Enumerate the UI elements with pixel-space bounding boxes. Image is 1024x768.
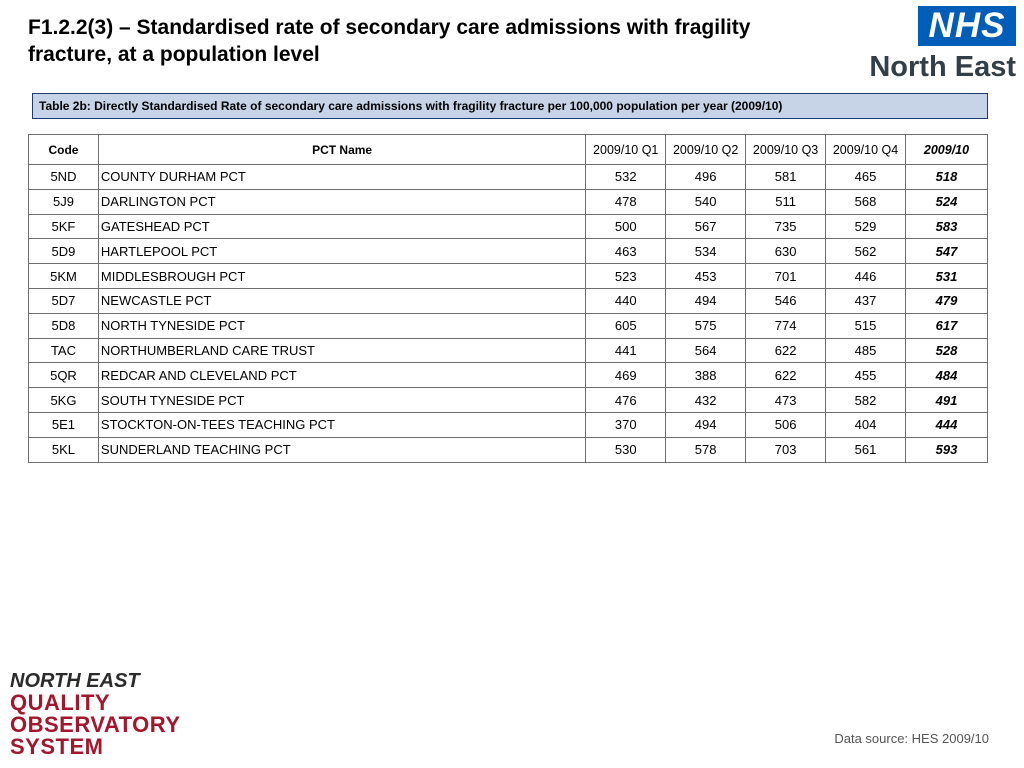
header-code: Code bbox=[29, 135, 99, 165]
table-header-row bbox=[29, 135, 988, 165]
cell-code: 5KF bbox=[29, 214, 99, 239]
cell-q3: 703 bbox=[746, 437, 826, 462]
neqos-logo-line4: SYSTEM bbox=[10, 734, 104, 759]
neqos-logo-line2: QUALITY bbox=[10, 690, 111, 715]
nhs-north-east-logo bbox=[852, 6, 1016, 84]
cell-code: 5QR bbox=[29, 363, 99, 388]
cell-pct-name: NORTHUMBERLAND CARE TRUST bbox=[98, 338, 585, 363]
cell-q4: 485 bbox=[826, 338, 906, 363]
cell-annual: 479 bbox=[906, 288, 988, 313]
cell-q3: 546 bbox=[746, 288, 826, 313]
table-row bbox=[29, 388, 988, 413]
cell-q1: 463 bbox=[586, 239, 666, 264]
cell-q3: 511 bbox=[746, 189, 826, 214]
cell-code: TAC bbox=[29, 338, 99, 363]
cell-annual: 518 bbox=[906, 165, 988, 190]
header-q1: 2009/10 Q1 bbox=[586, 135, 666, 165]
cell-q1: 500 bbox=[586, 214, 666, 239]
table-row bbox=[29, 412, 988, 437]
table-row bbox=[29, 363, 988, 388]
cell-q2: 578 bbox=[666, 437, 746, 462]
cell-q2: 575 bbox=[666, 313, 746, 338]
data-source-note: Data source: HES 2009/10 bbox=[834, 731, 989, 746]
cell-code: 5D9 bbox=[29, 239, 99, 264]
cell-q2: 496 bbox=[666, 165, 746, 190]
cell-code: 5ND bbox=[29, 165, 99, 190]
nhs-region-label: North East bbox=[869, 51, 1016, 83]
cell-q3: 630 bbox=[746, 239, 826, 264]
cell-q2: 494 bbox=[666, 412, 746, 437]
cell-pct-name: SOUTH TYNESIDE PCT bbox=[98, 388, 585, 413]
cell-q1: 532 bbox=[586, 165, 666, 190]
table-row bbox=[29, 165, 988, 190]
cell-annual: 617 bbox=[906, 313, 988, 338]
cell-annual: 583 bbox=[906, 214, 988, 239]
table-row bbox=[29, 313, 988, 338]
header-q4: 2009/10 Q4 bbox=[826, 135, 906, 165]
nhs-badge: NHS bbox=[918, 6, 1016, 46]
cell-q2: 453 bbox=[666, 264, 746, 289]
cell-q1: 440 bbox=[586, 288, 666, 313]
cell-q3: 774 bbox=[746, 313, 826, 338]
cell-q1: 523 bbox=[586, 264, 666, 289]
header-pct-name: PCT Name bbox=[98, 135, 585, 165]
cell-annual: 528 bbox=[906, 338, 988, 363]
cell-q2: 540 bbox=[666, 189, 746, 214]
table-row bbox=[29, 189, 988, 214]
cell-q4: 515 bbox=[826, 313, 906, 338]
cell-pct-name: SUNDERLAND TEACHING PCT bbox=[98, 437, 585, 462]
header-q2: 2009/10 Q2 bbox=[666, 135, 746, 165]
header-q3: 2009/10 Q3 bbox=[746, 135, 826, 165]
neqos-logo bbox=[10, 670, 190, 760]
cell-q4: 561 bbox=[826, 437, 906, 462]
neqos-logo-line1: NORTH EAST bbox=[10, 670, 140, 692]
cell-pct-name: COUNTY DURHAM PCT bbox=[98, 165, 585, 190]
cell-pct-name: STOCKTON-ON-TEES TEACHING PCT bbox=[98, 412, 585, 437]
cell-q1: 478 bbox=[586, 189, 666, 214]
cell-pct-name: DARLINGTON PCT bbox=[98, 189, 585, 214]
cell-q2: 567 bbox=[666, 214, 746, 239]
cell-q1: 476 bbox=[586, 388, 666, 413]
cell-annual: 444 bbox=[906, 412, 988, 437]
table-row bbox=[29, 239, 988, 264]
cell-pct-name: GATESHEAD PCT bbox=[98, 214, 585, 239]
cell-code: 5KM bbox=[29, 264, 99, 289]
cell-q4: 568 bbox=[826, 189, 906, 214]
cell-q1: 605 bbox=[586, 313, 666, 338]
cell-q3: 473 bbox=[746, 388, 826, 413]
cell-code: 5D7 bbox=[29, 288, 99, 313]
cell-code: 5D8 bbox=[29, 313, 99, 338]
cell-q3: 622 bbox=[746, 338, 826, 363]
admissions-rate-table bbox=[28, 134, 988, 463]
header-annual: 2009/10 bbox=[906, 135, 988, 165]
table-body bbox=[29, 165, 988, 463]
neqos-logo-line3: OBSERVATORY bbox=[10, 712, 181, 737]
cell-q3: 622 bbox=[746, 363, 826, 388]
cell-q1: 370 bbox=[586, 412, 666, 437]
cell-q1: 530 bbox=[586, 437, 666, 462]
cell-q4: 529 bbox=[826, 214, 906, 239]
cell-q1: 441 bbox=[586, 338, 666, 363]
table-row bbox=[29, 437, 988, 462]
cell-pct-name: NEWCASTLE PCT bbox=[98, 288, 585, 313]
cell-annual: 484 bbox=[906, 363, 988, 388]
table-row bbox=[29, 338, 988, 363]
cell-q3: 506 bbox=[746, 412, 826, 437]
slide-title: F1.2.2(3) – Standardised rate of secondary care admissions with fragility fracture, at a population level bbox=[28, 16, 751, 66]
cell-q3: 735 bbox=[746, 214, 826, 239]
cell-q4: 562 bbox=[826, 239, 906, 264]
cell-q4: 455 bbox=[826, 363, 906, 388]
cell-q1: 469 bbox=[586, 363, 666, 388]
cell-annual: 547 bbox=[906, 239, 988, 264]
cell-annual: 593 bbox=[906, 437, 988, 462]
cell-annual: 531 bbox=[906, 264, 988, 289]
cell-pct-name: NORTH TYNESIDE PCT bbox=[98, 313, 585, 338]
cell-q4: 437 bbox=[826, 288, 906, 313]
cell-q4: 404 bbox=[826, 412, 906, 437]
cell-q4: 465 bbox=[826, 165, 906, 190]
table-caption: Table 2b: Directly Standardised Rate of secondary care admissions with fragility fracture per 100,000 population per year (2009/10) bbox=[32, 93, 988, 119]
cell-pct-name: REDCAR AND CLEVELAND PCT bbox=[98, 363, 585, 388]
cell-annual: 491 bbox=[906, 388, 988, 413]
cell-pct-name: MIDDLESBROUGH PCT bbox=[98, 264, 585, 289]
cell-code: 5KL bbox=[29, 437, 99, 462]
cell-q3: 701 bbox=[746, 264, 826, 289]
table-row bbox=[29, 288, 988, 313]
cell-q2: 388 bbox=[666, 363, 746, 388]
cell-q4: 446 bbox=[826, 264, 906, 289]
cell-q3: 581 bbox=[746, 165, 826, 190]
cell-q2: 534 bbox=[666, 239, 746, 264]
cell-annual: 524 bbox=[906, 189, 988, 214]
cell-q2: 494 bbox=[666, 288, 746, 313]
table-row bbox=[29, 214, 988, 239]
cell-q2: 432 bbox=[666, 388, 746, 413]
cell-code: 5J9 bbox=[29, 189, 99, 214]
table-row bbox=[29, 264, 988, 289]
cell-code: 5KG bbox=[29, 388, 99, 413]
cell-q4: 582 bbox=[826, 388, 906, 413]
cell-code: 5E1 bbox=[29, 412, 99, 437]
cell-pct-name: HARTLEPOOL PCT bbox=[98, 239, 585, 264]
cell-q2: 564 bbox=[666, 338, 746, 363]
